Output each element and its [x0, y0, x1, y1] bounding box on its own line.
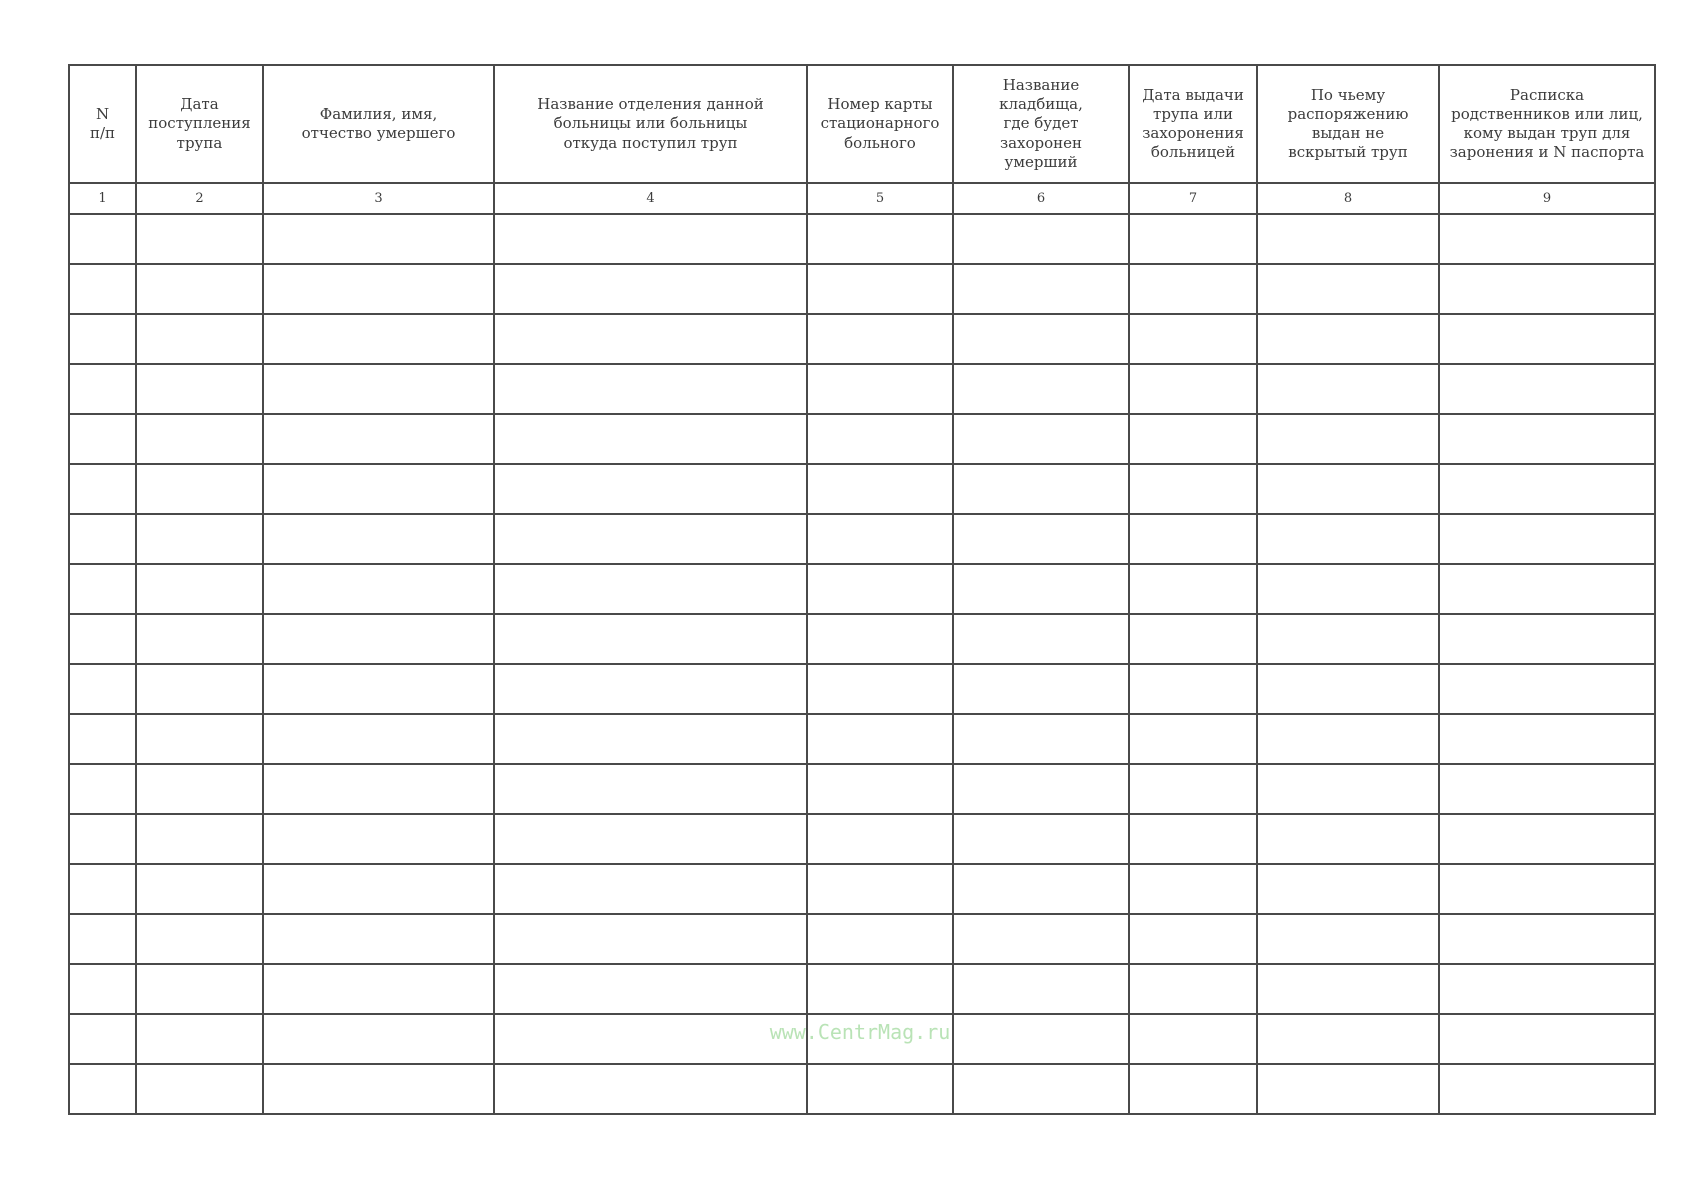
table-row [69, 764, 1655, 814]
table-cell [1257, 614, 1439, 664]
table-cell [1439, 314, 1655, 364]
table-cell [953, 964, 1129, 1014]
table-cell [494, 714, 807, 764]
table-cell [1257, 1014, 1439, 1064]
table-cell [1439, 814, 1655, 864]
table-cell [1129, 814, 1257, 864]
column-header: По чьему распоряжению выдан не вскрытый труп [1257, 65, 1439, 183]
table-cell [1129, 214, 1257, 264]
table-cell [494, 614, 807, 664]
table-cell [1257, 464, 1439, 514]
column-number: 6 [953, 183, 1129, 214]
table-cell [263, 414, 494, 464]
register-body [69, 214, 1655, 1114]
table-row [69, 214, 1655, 264]
column-number-row [69, 183, 1655, 214]
table-cell [494, 764, 807, 814]
table-cell [136, 264, 263, 314]
table-cell [953, 414, 1129, 464]
table-cell [263, 764, 494, 814]
table-cell [263, 814, 494, 864]
table-cell [1257, 414, 1439, 464]
table-cell [1257, 514, 1439, 564]
column-header: Дата выдачи трупа или захоронения больницей [1129, 65, 1257, 183]
table-cell [953, 1064, 1129, 1114]
table-cell [69, 414, 136, 464]
table-cell [953, 564, 1129, 614]
table-cell [136, 764, 263, 814]
table-cell [807, 514, 953, 564]
table-cell [69, 1064, 136, 1114]
table-cell [1439, 664, 1655, 714]
table-cell [807, 564, 953, 614]
table-cell [953, 814, 1129, 864]
table-cell [1129, 914, 1257, 964]
column-number: 9 [1439, 183, 1655, 214]
table-cell [69, 764, 136, 814]
table-cell [953, 214, 1129, 264]
table-row [69, 614, 1655, 664]
table-cell [69, 214, 136, 264]
table-cell [69, 1014, 136, 1064]
table-row [69, 714, 1655, 764]
table-cell [953, 864, 1129, 914]
table-cell [69, 464, 136, 514]
table-cell [263, 964, 494, 1014]
table-cell [1439, 864, 1655, 914]
column-number: 7 [1129, 183, 1257, 214]
table-cell [953, 364, 1129, 414]
table-cell [1439, 1064, 1655, 1114]
table-cell [1129, 1064, 1257, 1114]
table-cell [69, 664, 136, 714]
column-header: Название кладбища, где будет захоронен умерший [953, 65, 1129, 183]
table-cell [1129, 664, 1257, 714]
column-header: Название отделения данной больницы или больницы откуда поступил труп [494, 65, 807, 183]
table-cell [1129, 464, 1257, 514]
table-cell [1129, 414, 1257, 464]
column-number: 5 [807, 183, 953, 214]
table-cell [494, 364, 807, 414]
table-cell [1439, 214, 1655, 264]
table-cell [494, 414, 807, 464]
table-cell [263, 1064, 494, 1114]
table-cell [263, 714, 494, 764]
table-cell [807, 764, 953, 814]
table-cell [263, 264, 494, 314]
table-row [69, 864, 1655, 914]
table-cell [1439, 414, 1655, 464]
table-cell [1129, 264, 1257, 314]
column-number: 3 [263, 183, 494, 214]
table-cell [807, 614, 953, 664]
column-header: Номер карты стационарного больного [807, 65, 953, 183]
table-cell [1257, 214, 1439, 264]
table-cell [807, 414, 953, 464]
table-cell [1439, 514, 1655, 564]
table-cell [953, 614, 1129, 664]
table-cell [494, 314, 807, 364]
table-row [69, 414, 1655, 464]
table-cell [69, 564, 136, 614]
table-row [69, 514, 1655, 564]
table-cell [494, 664, 807, 714]
table-cell [1257, 714, 1439, 764]
table-cell [807, 314, 953, 364]
table-cell [263, 464, 494, 514]
table-row [69, 964, 1655, 1014]
table-cell [136, 814, 263, 864]
table-cell [136, 614, 263, 664]
header-row [69, 65, 1655, 183]
table-cell [263, 1014, 494, 1064]
table-cell [807, 1064, 953, 1114]
table-cell [494, 864, 807, 914]
table-cell [807, 864, 953, 914]
table-cell [953, 714, 1129, 764]
table-cell [136, 514, 263, 564]
table-cell [494, 914, 807, 964]
table-cell [136, 314, 263, 364]
table-cell [1439, 714, 1655, 764]
register-table [68, 64, 1656, 1115]
table-cell [1129, 564, 1257, 614]
table-cell [1129, 964, 1257, 1014]
table-cell [1439, 264, 1655, 314]
table-cell [263, 664, 494, 714]
table-cell [1439, 614, 1655, 664]
table-cell [1257, 964, 1439, 1014]
column-header: Фамилия, имя, отчество умершего [263, 65, 494, 183]
table-cell [1129, 864, 1257, 914]
table-cell [263, 914, 494, 964]
table-cell [807, 914, 953, 964]
table-cell [136, 714, 263, 764]
table-cell [136, 464, 263, 514]
table-cell [263, 314, 494, 364]
table-cell [807, 964, 953, 1014]
table-cell [1257, 1064, 1439, 1114]
table-cell [1129, 514, 1257, 564]
table-cell [1257, 864, 1439, 914]
table-cell [953, 264, 1129, 314]
table-cell [807, 664, 953, 714]
table-cell [1257, 314, 1439, 364]
table-cell [807, 464, 953, 514]
table-cell [1257, 814, 1439, 864]
table-cell [1257, 364, 1439, 414]
table-cell [136, 1064, 263, 1114]
table-cell [494, 1064, 807, 1114]
table-cell [69, 914, 136, 964]
table-cell [953, 764, 1129, 814]
table-cell [1257, 664, 1439, 714]
table-cell [1439, 1014, 1655, 1064]
table-cell [807, 714, 953, 764]
table-cell [136, 564, 263, 614]
table-cell [494, 814, 807, 864]
table-cell [263, 864, 494, 914]
table-cell [136, 214, 263, 264]
table-cell [136, 364, 263, 414]
column-header: N п/п [69, 65, 136, 183]
table-cell [69, 614, 136, 664]
table-cell [807, 814, 953, 864]
table-row [69, 914, 1655, 964]
table-cell [953, 664, 1129, 714]
column-number: 2 [136, 183, 263, 214]
table-cell [494, 564, 807, 614]
table-cell [1439, 964, 1655, 1014]
table-cell [494, 464, 807, 514]
table-cell [136, 964, 263, 1014]
table-cell [69, 264, 136, 314]
table-cell [69, 514, 136, 564]
table-cell [1129, 1014, 1257, 1064]
table-cell [263, 364, 494, 414]
table-cell [69, 714, 136, 764]
table-cell [1129, 314, 1257, 364]
table-cell [263, 614, 494, 664]
column-header: Дата поступления трупа [136, 65, 263, 183]
table-cell [1129, 764, 1257, 814]
table-cell [1257, 564, 1439, 614]
table-cell [494, 264, 807, 314]
table-cell [1257, 264, 1439, 314]
table-cell [136, 414, 263, 464]
table-cell [263, 514, 494, 564]
table-cell [1439, 464, 1655, 514]
table-cell [953, 464, 1129, 514]
table-row [69, 664, 1655, 714]
table-cell [263, 214, 494, 264]
table-cell [1129, 364, 1257, 414]
table-row [69, 814, 1655, 864]
table-cell [1439, 564, 1655, 614]
table-cell [69, 364, 136, 414]
table-cell [1439, 914, 1655, 964]
table-cell [494, 214, 807, 264]
table-cell [136, 1014, 263, 1064]
table-cell [263, 564, 494, 614]
table-row [69, 364, 1655, 414]
table-cell [136, 864, 263, 914]
table-cell [807, 264, 953, 314]
table-cell [807, 364, 953, 414]
table-row [69, 564, 1655, 614]
column-number: 4 [494, 183, 807, 214]
table-cell [1129, 714, 1257, 764]
table-cell [494, 964, 807, 1014]
watermark: www.CentrMag.ru [769, 1020, 951, 1044]
table-cell [807, 214, 953, 264]
table-cell [69, 864, 136, 914]
table-cell [69, 964, 136, 1014]
table-row [69, 1064, 1655, 1114]
column-header: Расписка родственников или лиц, кому выдан труп для заронения и N паспорта [1439, 65, 1655, 183]
table-cell [494, 514, 807, 564]
table-cell [69, 314, 136, 364]
table-cell [1439, 364, 1655, 414]
column-number: 1 [69, 183, 136, 214]
table-cell [1257, 764, 1439, 814]
table-cell [136, 914, 263, 964]
table-row [69, 464, 1655, 514]
table-cell [953, 914, 1129, 964]
table-cell [1439, 764, 1655, 814]
table-cell [69, 814, 136, 864]
table-row [69, 264, 1655, 314]
column-number: 8 [1257, 183, 1439, 214]
table-cell [1129, 614, 1257, 664]
table-cell [953, 514, 1129, 564]
table-cell [1257, 914, 1439, 964]
table-cell [136, 664, 263, 714]
table-row [69, 314, 1655, 364]
table-cell [953, 314, 1129, 364]
